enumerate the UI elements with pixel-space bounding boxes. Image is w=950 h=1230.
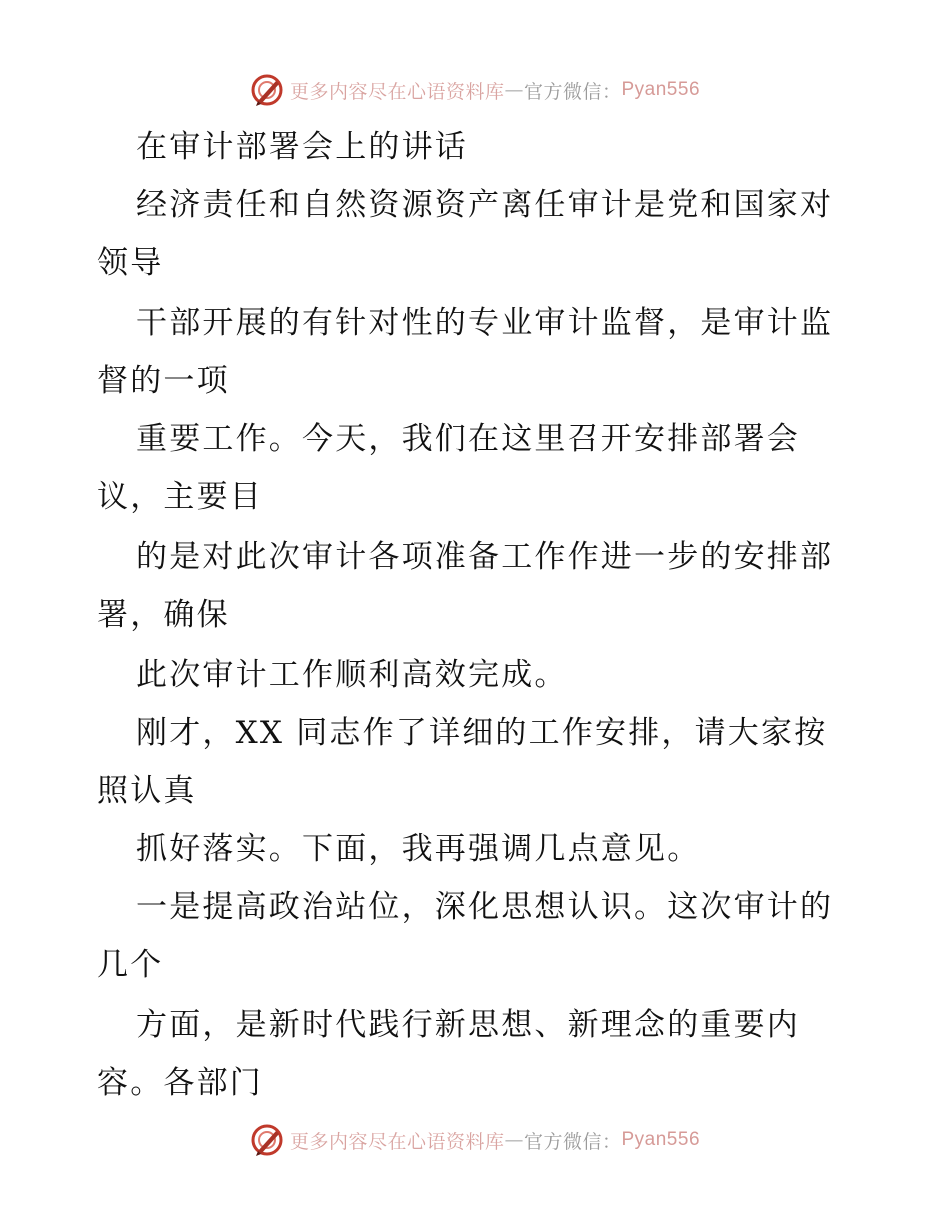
doc-line: 干部开展的有针对性的专业审计监督，是审计监	[136, 305, 834, 341]
header-watermark	[0, 70, 950, 110]
doc-line: 署，确保	[97, 597, 230, 633]
doc-title: 在审计部署会上的讲话	[136, 129, 468, 165]
pen-logo-icon	[250, 73, 284, 107]
watermark-dash: —	[504, 1129, 524, 1151]
doc-line: 领导	[97, 245, 164, 281]
watermark-wechat-label: 官方微信：	[523, 80, 622, 103]
doc-line: 抓好落实。下面，我再强调几点意见。	[136, 831, 701, 867]
doc-line: 照认真	[97, 773, 197, 809]
doc-line: 刚才，XX 同志作了详细的工作安排，请大家按	[136, 715, 828, 751]
doc-line: 的是对此次审计各项准备工作作进一步的安排部	[136, 539, 834, 575]
watermark-brand: 更多内容尽在心语资料库	[289, 1130, 505, 1153]
doc-line: 此次审计工作顺利高效完成。	[136, 657, 568, 693]
doc-line: 督的一项	[97, 363, 230, 399]
doc-line: 几个	[97, 947, 164, 983]
watermark-wechat-id: Pyan556	[621, 1129, 701, 1150]
doc-line: 一是提高政治站位，深化思想认识。这次审计的	[136, 889, 834, 925]
watermark-dash: —	[504, 79, 524, 101]
watermark-brand: 更多内容尽在心语资料库	[289, 80, 505, 103]
watermark-wechat-id: Pyan556	[621, 79, 701, 100]
doc-line: 经济责任和自然资源资产离任审计是党和国家对	[136, 187, 834, 223]
doc-line: 容。各部门	[97, 1065, 263, 1101]
watermark-wechat-label: 官方微信：	[523, 1130, 622, 1153]
pen-logo-icon	[250, 1123, 284, 1157]
doc-line: 议，主要目	[97, 479, 263, 515]
doc-line: 重要工作。今天，我们在这里召开安排部署会	[136, 421, 800, 457]
doc-line: 方面，是新时代践行新思想、新理念的重要内	[136, 1007, 800, 1043]
footer-watermark	[0, 1120, 950, 1160]
